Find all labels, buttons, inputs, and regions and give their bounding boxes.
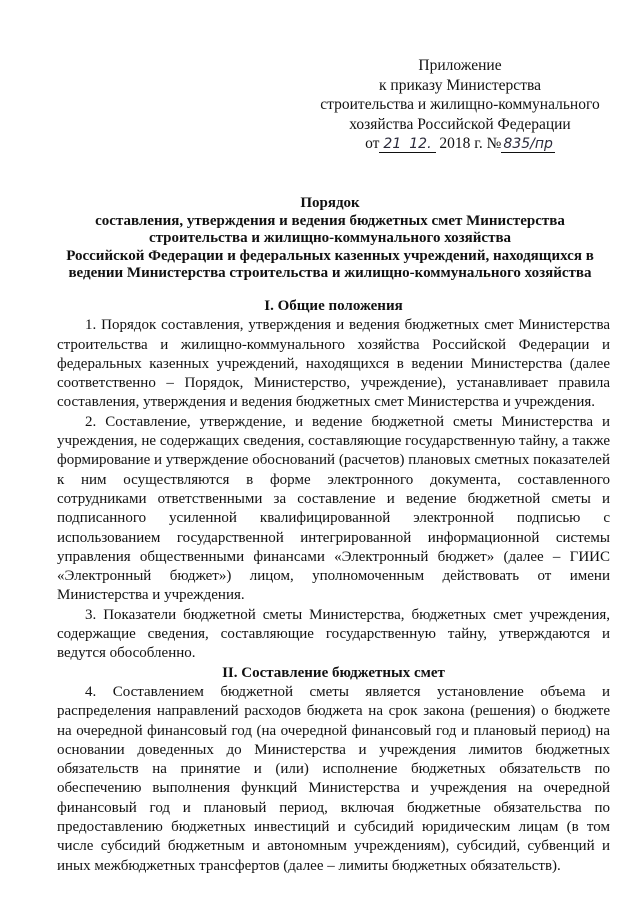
paragraph-2: 2. Составление, утверждение, и ведение бюджетной сметы Министерства и учреждения, не содержащих сведения, составляющие государственную тайну, а также формирование и утверждение обоснований (расчетов) плановых сметных показателей к ним осуществляются в форме электронного документа, составленного сотрудниками ответственными за составление и ведение бюджетной сметы и подписанного усиленной квалифицированной электронной подписью с использованием государственной интегрированной информационной системы управления общественными финансами «Электронный бюджет» (далее – ГИИС «Электронный бюджет») лицом, уполномоченным действовать от имени Министерства и учреждения. <box>57 413 610 604</box>
paragraph-1: 1. Порядок составления, утверждения и ведения бюджетных смет Министерства строительства и жилищно-коммунального хозяйства Российской Федерации и федеральных казенных учреждений, находящихся в ведении Министерства (далее соответственно – Порядок, Министерство, учреждение), устанавливает правила составления, утверждения и ведения бюджетных смет Министерства и учреждения. <box>57 317 610 411</box>
paragraph-3: 3. Показатели бюджетной сметы Министерства, бюджетных смет учреждения, содержащие сведения, составляющие государственную тайну, утверждаются и ведутся обособленно. <box>57 606 610 662</box>
title-line-1: Порядок <box>300 195 360 211</box>
date-day-handwritten: 21 <box>379 137 405 153</box>
title-line-3: строительства и жилищно-коммунального хозяйства <box>148 230 512 246</box>
appendix-title: Приложение <box>418 57 502 74</box>
appendix-date-line <box>300 134 620 154</box>
paragraph-4: 4. Составлением бюджетной сметы является установление объема и распределения направлений расходов бюджета на срок закона (решения) о бюджете на очередной финансовый год (на очередной финансовый год и плановый период) на основании доведенных до Министерства и учреждения лимитов бюджетных обязательств на принятие и (или) исполнение бюджетных обязательств по обеспечению выполнения функций Министерства и учреждения на очередной финансовый год и плановый период, включая бюджетные обязательства по предоставлению бюджетных инвестиций и субсидий юридическим лицам (в том числе субсидий бюджетным и автономным учреждениям), субсидий, субвенций и иных межбюджетных трансфертов (далее – лимиты бюджетных обязательств). <box>57 683 610 874</box>
section-1-heading: I. Общие положения <box>264 298 403 314</box>
document-title <box>60 195 600 283</box>
order-number-handwritten: 835/пр <box>503 136 553 152</box>
title-line-5: ведении Министерства строительства и жилищно-коммунального хозяйства <box>68 265 592 281</box>
date-month-handwritten: 12. <box>405 137 435 153</box>
title-line-4: Российской Федерации и федеральных казенных учреждений, находящихся в <box>66 247 594 264</box>
title-line-2: составления, утверждения и ведения бюджетных смет Министерства <box>95 212 565 229</box>
appendix-ministry: строительства и жилищно-коммунального <box>320 96 600 113</box>
appendix-header <box>300 56 620 154</box>
appendix-order-ref: к приказу Министерства <box>379 76 541 94</box>
document-body <box>57 297 610 876</box>
date-year: 2018 г. № <box>439 135 502 152</box>
appendix-federation: хозяйства Российской Федерации <box>349 115 571 133</box>
date-prefix: от <box>365 135 380 152</box>
section-2-heading: II. Составление бюджетных смет <box>222 664 445 681</box>
